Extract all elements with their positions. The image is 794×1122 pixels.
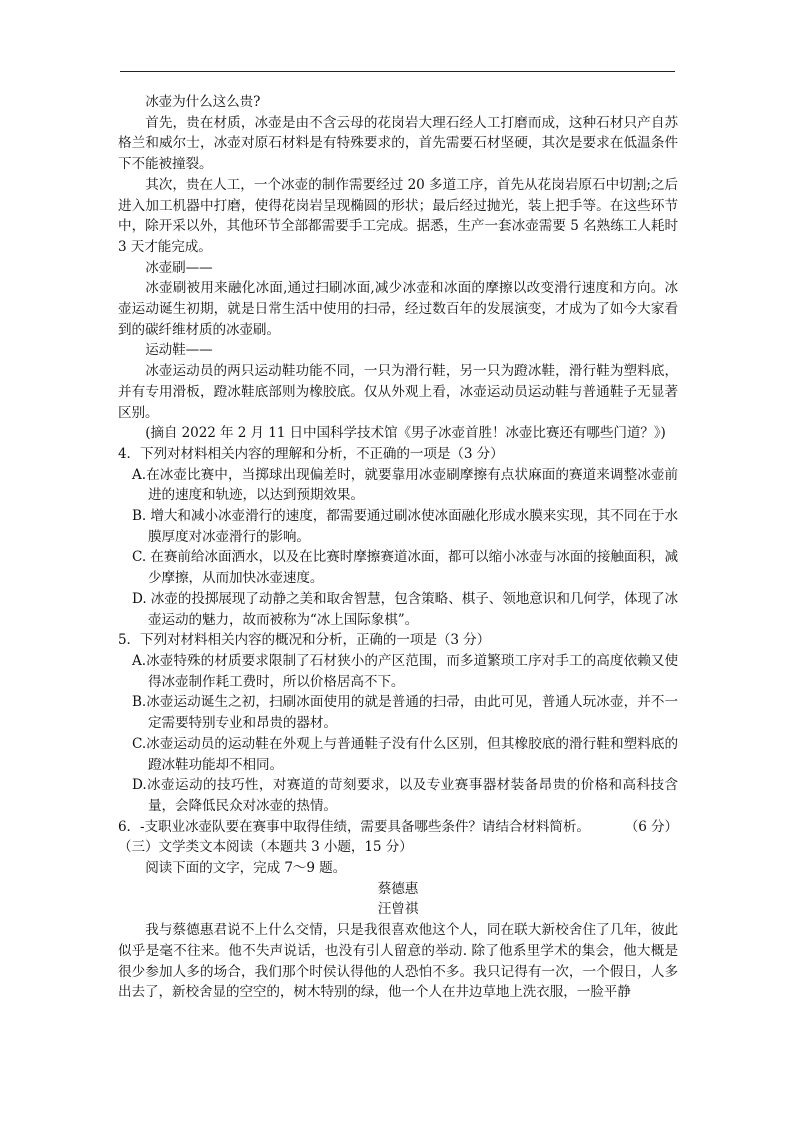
question-5-option-c: C.冰壶运动员的运动鞋在外观上与普通鞋子没有什么区别，但其橡胶底的滑行鞋和塑料底的蹬冰鞋功能却不相同。 xyxy=(132,735,678,773)
question-4-option-a: A.在冰壶比赛中，当掷球出现偏差时，就要靠用冰壶刷摩擦有点状麻面的赛道来调整冰壶前进的速度和轨迹，以达到预期效果。 xyxy=(132,466,678,504)
question-4-stem: 4．下列对材料相关内容的理解和分析，不正确的一项是（3 分） xyxy=(118,445,504,462)
header-rule xyxy=(120,71,675,72)
essay-paragraph: 我与蔡德惠君说不上什么交情，只是我很喜欢他这个人，同在联大新校舍住了几年，彼此似乎是毫不往来。他不失声说话，也没有引人留意的举动. 除了他系里学术的集会，他大概是很少参加人多的场合，我们那个时侯认得他的人恐怕不多。我只记得有一次，一个假日，人多出去了，新校舍显的空空的，树木特别的绿，他一个人在井边草地上洗衣服，一脸平静 xyxy=(118,922,678,1001)
essay-author: 汪曾祺 xyxy=(377,901,419,918)
question-5-option-a: A.冰壶特殊的材质要求限制了石材狭小的产区范围，而多道繁琐工序对手工的高度依赖又使得冰壶制作耗工费时，所以价格居高不下。 xyxy=(132,652,678,690)
section-heading-brush: 冰壶刷—— xyxy=(145,259,213,276)
essay-title: 蔡德惠 xyxy=(377,880,419,897)
section-heading-shoes: 运动鞋—— xyxy=(145,342,213,359)
document-page xyxy=(118,92,678,1003)
question-4-option-b: B. 增大和减小冰壶滑行的速度，都需要通过刷冰使冰面融化形成水膜来实现，其不同在于水膜厚度对冰壶滑行的影响。 xyxy=(132,508,678,545)
paragraph-labor: 其次，贵在人工，一个冰壶的制作需要经过 20 多道工序，首先从花岗岩原石中切割;之后进入加工机器中打磨，使得花岗岩呈现椭圆的形状；最后经过抛光，装上把手等。在这些环节中，除开采以外，其他环节全部都需要手工完成。据悉，生产一套冰壶需要 5 名熟练工人耗时 3 天才能完成。 xyxy=(118,176,678,255)
section-3-title: （三）文学类文本阅读（本题共 3 小题，15 分） xyxy=(118,839,413,856)
question-5-option-b: B.冰壶运动诞生之初，扫刷冰面使用的就是普通的扫帚，由此可见，普通人玩冰壶，并不一定需要特别专业和昂贵的器材。 xyxy=(132,694,678,732)
question-5-option-d: D.冰壶运动的技巧性，对赛道的苛刻要求，以及专业赛事器材装备昂贵的价格和高科技含量，会降低民众对冰壶的热情。 xyxy=(132,777,678,814)
question-6-stem: 6．-支职业冰壶队要在赛事中取得佳绩，需要具备哪些条件？请结合材料简析。 xyxy=(118,818,590,835)
question-5-stem: 5．下列对材料相关内容的概况和分析，正确的一项是（3 分） xyxy=(118,632,491,649)
reading-instructions: 阅读下面的文字，完成 7～9 题。 xyxy=(145,860,347,877)
paragraph-material: 首先，贵在材质，冰壶是由不含云母的花岗岩大理石经人工打磨而成，这种石材只产自苏格兰和威尔士，冰壶对原石材料是有特殊要求的，首先需要石材坚硬，其次是要求在低温条件下不能被撞裂。 xyxy=(118,114,678,173)
question-4-option-c: C. 在赛前给冰面洒水，以及在比赛时摩擦赛道冰面，都可以缩小冰壶与冰面的接触面积，减少摩擦，从而加快冰壶速度。 xyxy=(132,549,678,587)
paragraph-shoes: 冰壶运动员的两只运动鞋功能不同，一只为滑行鞋，另一只为蹬冰鞋，滑行鞋为塑料底，并有专用滑板，蹬冰鞋底部则为橡胶底。仅从外观上看，冰壶运动员运动鞋与普通鞋子无显著区别。 xyxy=(118,363,678,421)
question-6 xyxy=(118,817,678,838)
question-6-points: （6 分） xyxy=(624,818,678,835)
section-heading-price: 冰壶为什么这么贵? xyxy=(145,94,261,110)
source-citation: (摘自 2022 年 2 月 11 日中国科学技术馆《男子冰壶首胜！冰壶比赛还有哪些门道？》) xyxy=(145,425,666,442)
question-4-option-d: D. 冰壶的投掷展现了动静之美和取舍智慧，包含策略、棋子、领地意识和几何学，体现了冰壶运动的魅力，故而被称为“冰上国际象棋”。 xyxy=(132,590,678,628)
paragraph-brush: 冰壶刷被用来融化冰面,通过扫刷冰面,减少冰壶和冰面的摩擦以改变滑行速度和方向。冰壶运动诞生初期，就是日常生活中使用的扫帚，经过数百年的发展演变，才成为了如今大家看到的碳纤维材质的冰壶刷。 xyxy=(118,280,678,338)
